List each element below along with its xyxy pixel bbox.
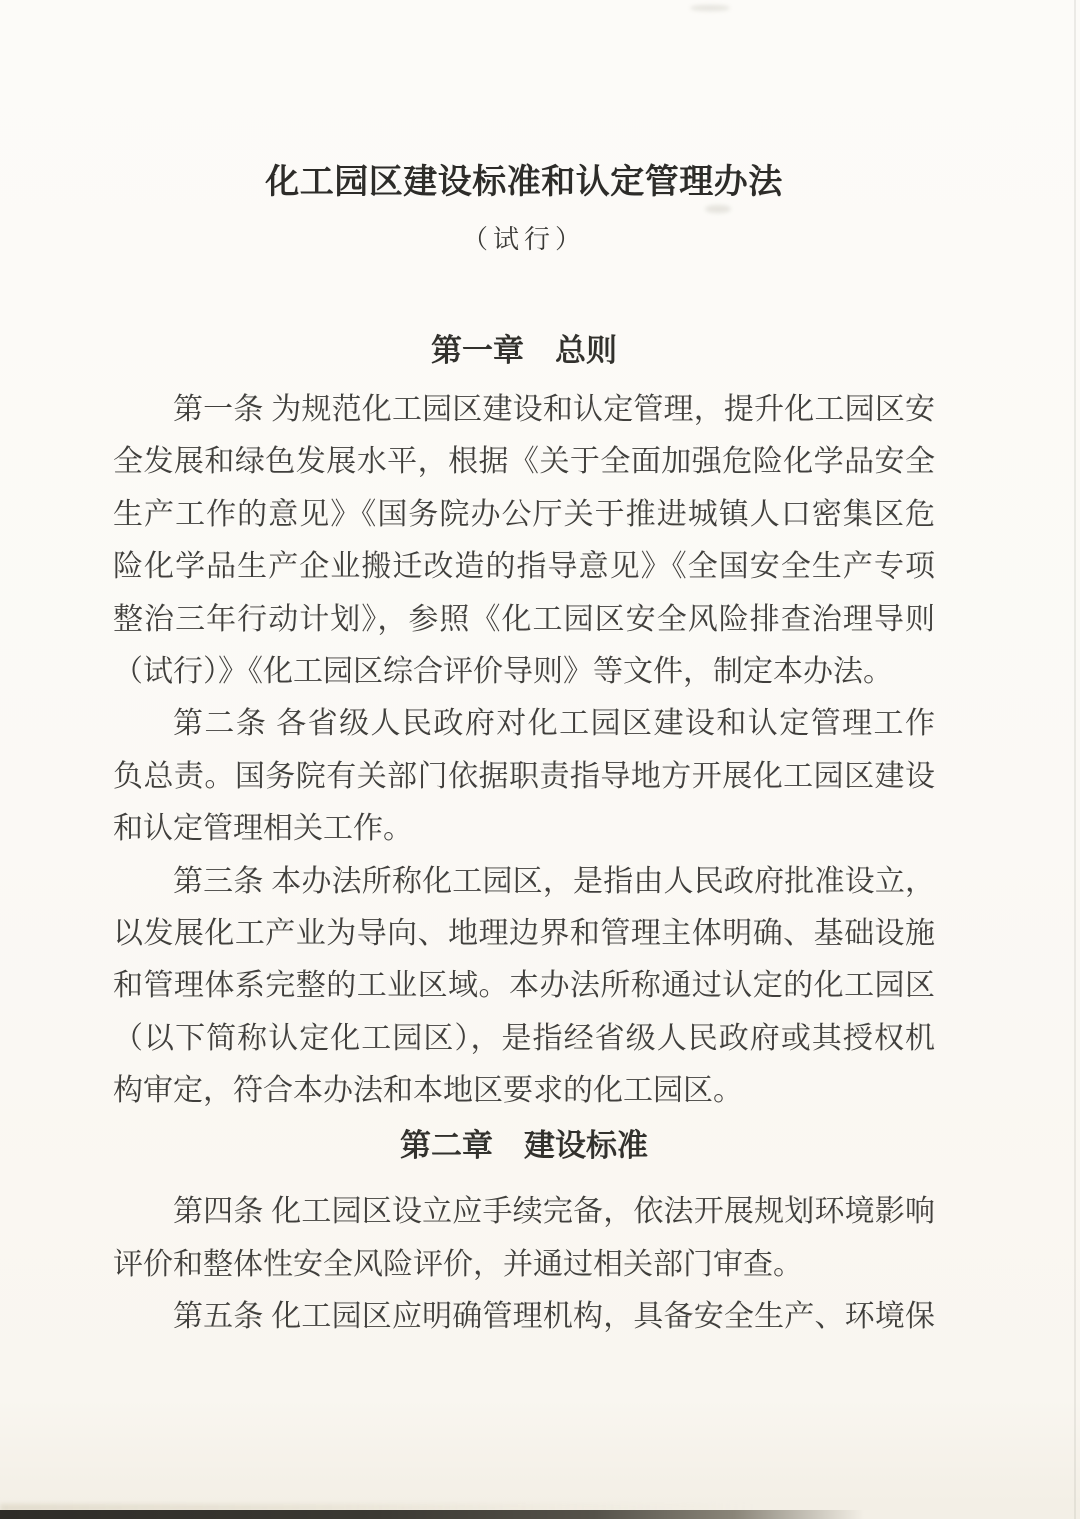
document-line: 险化学品生产企业搬迁改造的指导意见》《全国安全生产专项: [113, 550, 935, 584]
document-line: 和认定管理相关工作。: [113, 812, 413, 846]
document-line: 整治三年行动计划》，参照《化工园区安全风险排查治理导则: [113, 602, 935, 636]
document-line: 构审定，符合本办法和本地区要求的化工园区。: [113, 1074, 743, 1108]
scan-edge-right: [1074, 0, 1076, 1519]
document-line: 生产工作的意见》《国务院办公厅关于推进城镇人口密集区危: [113, 497, 935, 531]
document-line: 第五条 化工园区应明确管理机构，具备安全生产、环境保: [173, 1300, 935, 1334]
document-subtitle: （试行）: [461, 225, 586, 254]
document-line: 评价和整体性安全风险评价，并通过相关部门审查。: [113, 1247, 803, 1281]
document-line: 全发展和绿色发展水平，根据《关于全面加强危险化学品安全: [113, 445, 935, 479]
document-content: [113, 0, 935, 1344]
document-line: （以下简称认定化工园区），是指经省级人民政府或其授权机: [113, 1021, 935, 1055]
chapter-heading: 第一章 总则: [431, 333, 617, 368]
document-line: 第一条 为规范化工园区建设和认定管理，提升化工园区安: [173, 393, 935, 426]
document-line: 负总责。国务院有关部门依据职责指导地方开展化工园区建设: [113, 759, 935, 793]
document-line: 第三条 本办法所称化工园区，是指由人民政府批准设立，: [173, 864, 935, 898]
document-body: [113, 335, 935, 1344]
document-line: （试行）》《化工园区综合评价导则》等文件，制定本办法。: [113, 654, 893, 688]
chapter-heading: 第二章 建设标准: [400, 1128, 648, 1164]
scan-shadow-bottom: [0, 1510, 1080, 1519]
document-line: 第二条 各省级人民政府对化工园区建设和认定管理工作: [173, 707, 935, 741]
document-title: 化工园区建设标准和认定管理办法: [265, 164, 783, 201]
document-line: 和管理体系完整的工业区域。本办法所称通过认定的化工园区: [113, 969, 935, 1003]
document-line: 以发展化工产业为导向、地理边界和管理主体明确、基础设施: [113, 916, 935, 950]
document-line: 第四条 化工园区设立应手续完备，依法开展规划环境影响: [173, 1195, 935, 1229]
